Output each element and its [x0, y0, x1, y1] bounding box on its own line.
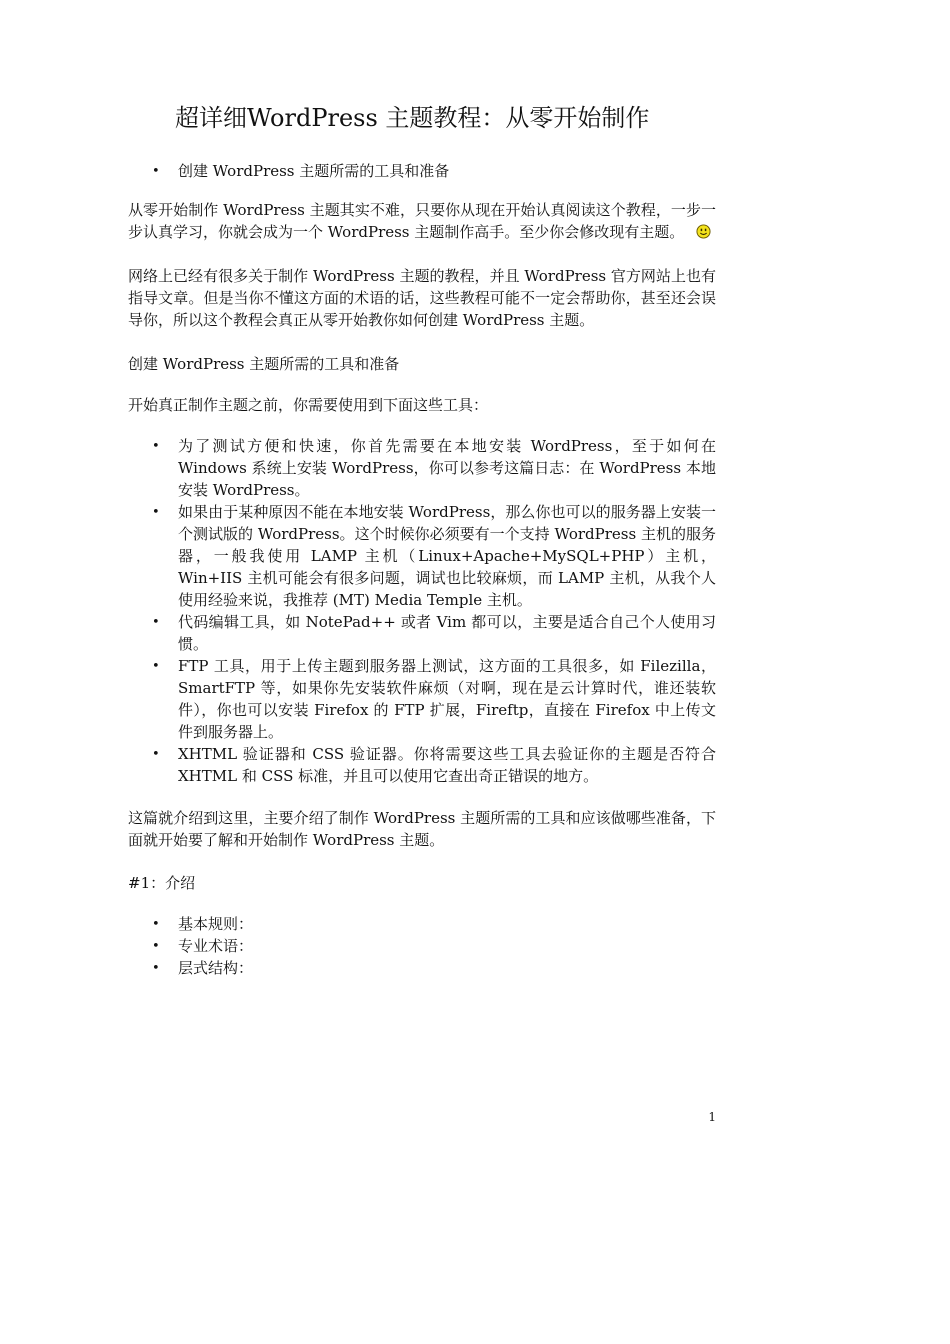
- tools-intro: 开始真正制作主题之前，你需要使用到下面这些工具：: [128, 396, 489, 414]
- list-item: [152, 935, 716, 957]
- toc-item-text: 创建 WordPress 主题所需的工具和准备: [178, 162, 450, 180]
- list-item-text: 基本规则：: [178, 915, 254, 933]
- list-item-text: 如果由于某种原因不能在本地安装 WordPress，那么你也可以的服务器上安装一个测试版的 WordPress。这个时候你必须要有一个支持 WordPress 主机的服务器，一般我使用 LAMP 主机（Linux+Apache+MySQL+PHP）主机，Win+IIS 主机可能会有很多问题，调试也比较麻烦，而 LAMP 主机，从我个人使用经验来说，我推荐 (MT) Media Temple 主机。: [178, 503, 716, 609]
- page-number: 1: [708, 1110, 716, 1124]
- bullet-icon: •: [152, 439, 160, 454]
- list-item: [152, 435, 716, 501]
- list-item-text: 代码编辑工具，如 NotePad++ 或者 Vim 都可以，主要是适合自己个人使用习惯。: [178, 613, 716, 653]
- list-item-text: FTP 工具，用于上传主题到服务器上测试，这方面的工具很多，如 Filezilla，SmartFTP 等，如果你先安装软件麻烦（对啊，现在是云计算时代，谁还装软件），你也可以安装 Firefox 的 FTP 扩展，Fireftp，直接在 Firefox 中上传文件到服务器上。: [178, 657, 716, 741]
- list-item: [152, 501, 716, 611]
- toc-list: [128, 160, 716, 182]
- document-title: 超详细WordPress 主题教程：从零开始制作: [175, 104, 650, 132]
- intro-paragraph: [128, 199, 716, 243]
- smiley-face-icon: [696, 223, 711, 238]
- toc-item: [152, 160, 716, 182]
- document-page: [128, 96, 716, 979]
- bullet-icon: •: [152, 747, 160, 762]
- list-item-text: 层式结构：: [178, 959, 254, 977]
- background-paragraph: 网络上已经有很多关于制作 WordPress 主题的教程，并且 WordPress 官方网站上也有指导文章。但是当你不懂这方面的术语的话，这些教程可能不一定会帮助你，甚至还会误导你，所以这个教程会真正从零开始教你如何创建 WordPress 主题。: [128, 267, 716, 329]
- list-item: [152, 611, 716, 655]
- section-heading: 创建 WordPress 主题所需的工具和准备: [128, 355, 400, 373]
- list-item: [152, 913, 716, 935]
- bullet-icon: •: [152, 659, 160, 674]
- list-item-text: 专业术语：: [178, 937, 254, 955]
- list-item-text: XHTML 验证器和 CSS 验证器。你将需要这些工具去验证你的主题是否符合 XHTML 和 CSS 标准，并且可以使用它查出奇正错误的地方。: [178, 745, 716, 785]
- bullet-icon: •: [152, 615, 160, 630]
- tools-list: [128, 435, 716, 787]
- bullet-icon: •: [152, 505, 160, 520]
- list-item: [152, 655, 716, 743]
- part-list: [128, 913, 716, 979]
- summary-paragraph: 这篇就介绍到这里，主要介绍了制作 WordPress 主题所需的工具和应该做哪些准备，下面就开始要了解和开始制作 WordPress 主题。: [128, 809, 716, 849]
- part-heading: #1：介绍: [128, 874, 196, 892]
- list-item-text: 为了测试方便和快速，你首先需要在本地安装 WordPress，至于如何在 Windows 系统上安装 WordPress，你可以参考这篇日志：在 WordPress 本地安装 WordPress。: [178, 437, 716, 499]
- bullet-icon: •: [152, 939, 160, 954]
- intro-paragraph-text: 从零开始制作 WordPress 主题其实不难，只要你从现在开始认真阅读这个教程，一步一步认真学习，你就会成为一个 WordPress 主题制作高手。至少你会修改现有主题。: [128, 201, 716, 241]
- list-item: [152, 957, 716, 979]
- bullet-icon: •: [152, 164, 160, 179]
- bullet-icon: •: [152, 961, 160, 976]
- bullet-icon: •: [152, 917, 160, 932]
- list-item: [152, 743, 716, 787]
